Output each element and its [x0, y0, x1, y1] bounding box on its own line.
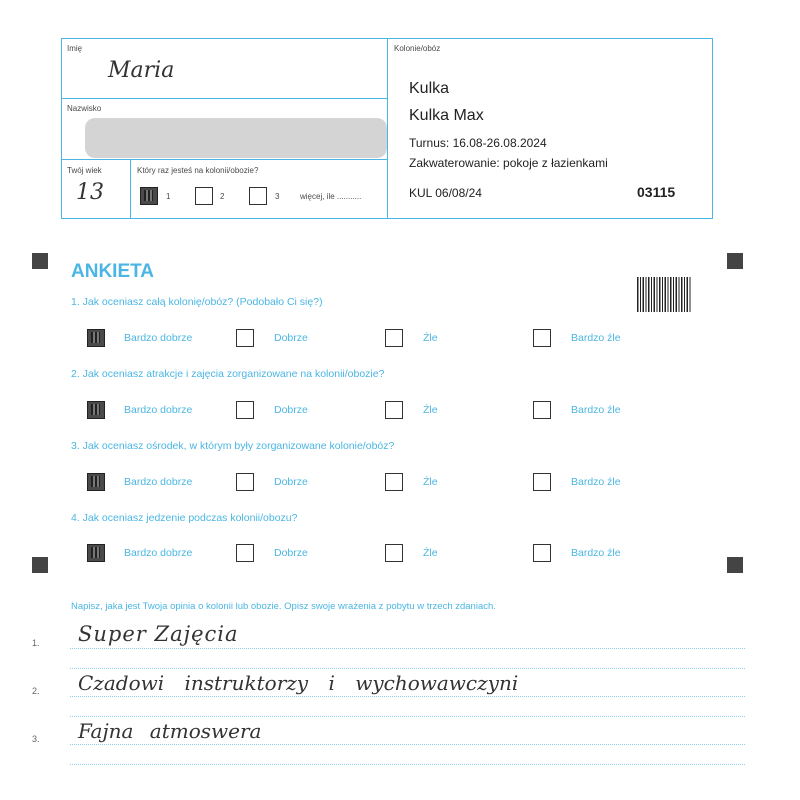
answer-label: Dobrze: [274, 476, 308, 488]
times-option-2: 2: [220, 192, 225, 201]
question-text: 2. Jak oceniasz atrakcje i zajęcia zorganizowane na kolonii/obozie?: [71, 368, 385, 380]
answer-label: Bardzo dobrze: [124, 332, 193, 344]
times-label: Który raz jesteś na kolonii/obozie?: [137, 166, 259, 175]
opinion-line-number: 3.: [32, 734, 40, 744]
answer-checkbox-zle[interactable]: [385, 473, 403, 491]
col-divider: [130, 159, 131, 219]
answer-checkbox-zle[interactable]: [385, 401, 403, 419]
times-checkbox-3[interactable]: [249, 187, 267, 205]
answer-label: Źle: [423, 476, 438, 488]
answer-checkbox-bardzo-zle[interactable]: [533, 401, 551, 419]
row-divider-1: [61, 98, 388, 99]
times-option-1: 1: [166, 192, 171, 201]
turnus-dates: Turnus: 16.08-26.08.2024: [409, 136, 547, 150]
answer-label: Dobrze: [274, 404, 308, 416]
answer-label: Bardzo dobrze: [124, 476, 193, 488]
times-more-label: więcej, ile ...........: [300, 192, 362, 201]
opinion-line-number: 1.: [32, 638, 40, 648]
answer-label: Źle: [423, 332, 438, 344]
answer-checkbox-bardzo-zle[interactable]: [533, 329, 551, 347]
accommodation: Zakwaterowanie: pokoje z łazienkami: [409, 156, 608, 170]
answer-checkbox-bardzo-dobrze[interactable]: [87, 329, 105, 347]
answer-checkbox-dobrze[interactable]: [236, 401, 254, 419]
answer-checkbox-bardzo-dobrze[interactable]: [87, 544, 105, 562]
registration-marker-top-left: [32, 253, 48, 269]
first-name-label: Imię: [67, 44, 83, 53]
answer-checkbox-dobrze[interactable]: [236, 544, 254, 562]
surname-redaction: [85, 118, 387, 158]
answer-label: Bardzo dobrze: [124, 404, 193, 416]
answer-line: [70, 696, 745, 697]
answer-label: Bardzo źle: [571, 476, 621, 488]
age-value[interactable]: 13: [76, 180, 104, 205]
question-text: 3. Jak oceniasz ośrodek, w którym były zorganizowane kolonie/obóz?: [71, 440, 395, 452]
registration-marker-bottom-right: [727, 557, 743, 573]
question-text: 1. Jak oceniasz całą kolonię/obóz? (Podobało Ci się?): [71, 296, 323, 308]
answer-checkbox-dobrze[interactable]: [236, 329, 254, 347]
camp-name: Kulka: [409, 80, 450, 97]
opinion-answer-2[interactable]: Czadowi instruktorzy i wychowawczyni: [78, 671, 519, 695]
answer-checkbox-bardzo-dobrze[interactable]: [87, 401, 105, 419]
opinion-line-number: 2.: [32, 686, 40, 696]
row-divider-2: [61, 159, 388, 160]
answer-label: Dobrze: [274, 332, 308, 344]
age-label: Twój wiek: [67, 166, 102, 175]
answer-label: Bardzo źle: [571, 547, 621, 559]
answer-line: [70, 764, 745, 765]
question-text: 4. Jak oceniasz jedzenie podczas kolonii/obozu?: [71, 512, 298, 524]
registration-marker-top-right: [727, 253, 743, 269]
barcode: [637, 277, 691, 312]
registration-marker-bottom-left: [32, 557, 48, 573]
answer-label: Bardzo źle: [571, 404, 621, 416]
answer-line: [70, 648, 745, 649]
opinion-prompt: Napisz, jaka jest Twoja opinia o kolonii lub obozie. Opisz swoje wrażenia z pobytu w trzech zdaniach.: [71, 601, 496, 612]
first-name-value[interactable]: Maria: [108, 58, 175, 83]
answer-label: Dobrze: [274, 547, 308, 559]
answer-checkbox-bardzo-zle[interactable]: [533, 473, 551, 491]
answer-checkbox-bardzo-dobrze[interactable]: [87, 473, 105, 491]
camp-code: KUL 06/08/24: [409, 186, 482, 200]
answer-label: Źle: [423, 404, 438, 416]
form-number: 03115: [637, 184, 676, 200]
answer-line: [70, 668, 745, 669]
opinion-answer-3[interactable]: Fajna atmoswera: [78, 719, 262, 743]
surname-label: Nazwisko: [67, 104, 102, 113]
times-checkbox-2[interactable]: [195, 187, 213, 205]
answer-label: Źle: [423, 547, 438, 559]
answer-checkbox-bardzo-zle[interactable]: [533, 544, 551, 562]
survey-title: ANKIETA: [71, 261, 155, 282]
answer-line: [70, 716, 745, 717]
answer-label: Bardzo dobrze: [124, 547, 193, 559]
opinion-answer-1[interactable]: Super Zajęcia: [78, 622, 239, 646]
camp-name-2: Kulka Max: [409, 107, 484, 124]
answer-checkbox-zle[interactable]: [385, 544, 403, 562]
answer-line: [70, 744, 745, 745]
answer-checkbox-dobrze[interactable]: [236, 473, 254, 491]
camp-label: Kolonie/obóz: [394, 44, 441, 53]
answer-checkbox-zle[interactable]: [385, 329, 403, 347]
times-checkbox-1[interactable]: [140, 187, 158, 205]
times-option-3: 3: [275, 192, 280, 201]
answer-label: Bardzo źle: [571, 332, 621, 344]
